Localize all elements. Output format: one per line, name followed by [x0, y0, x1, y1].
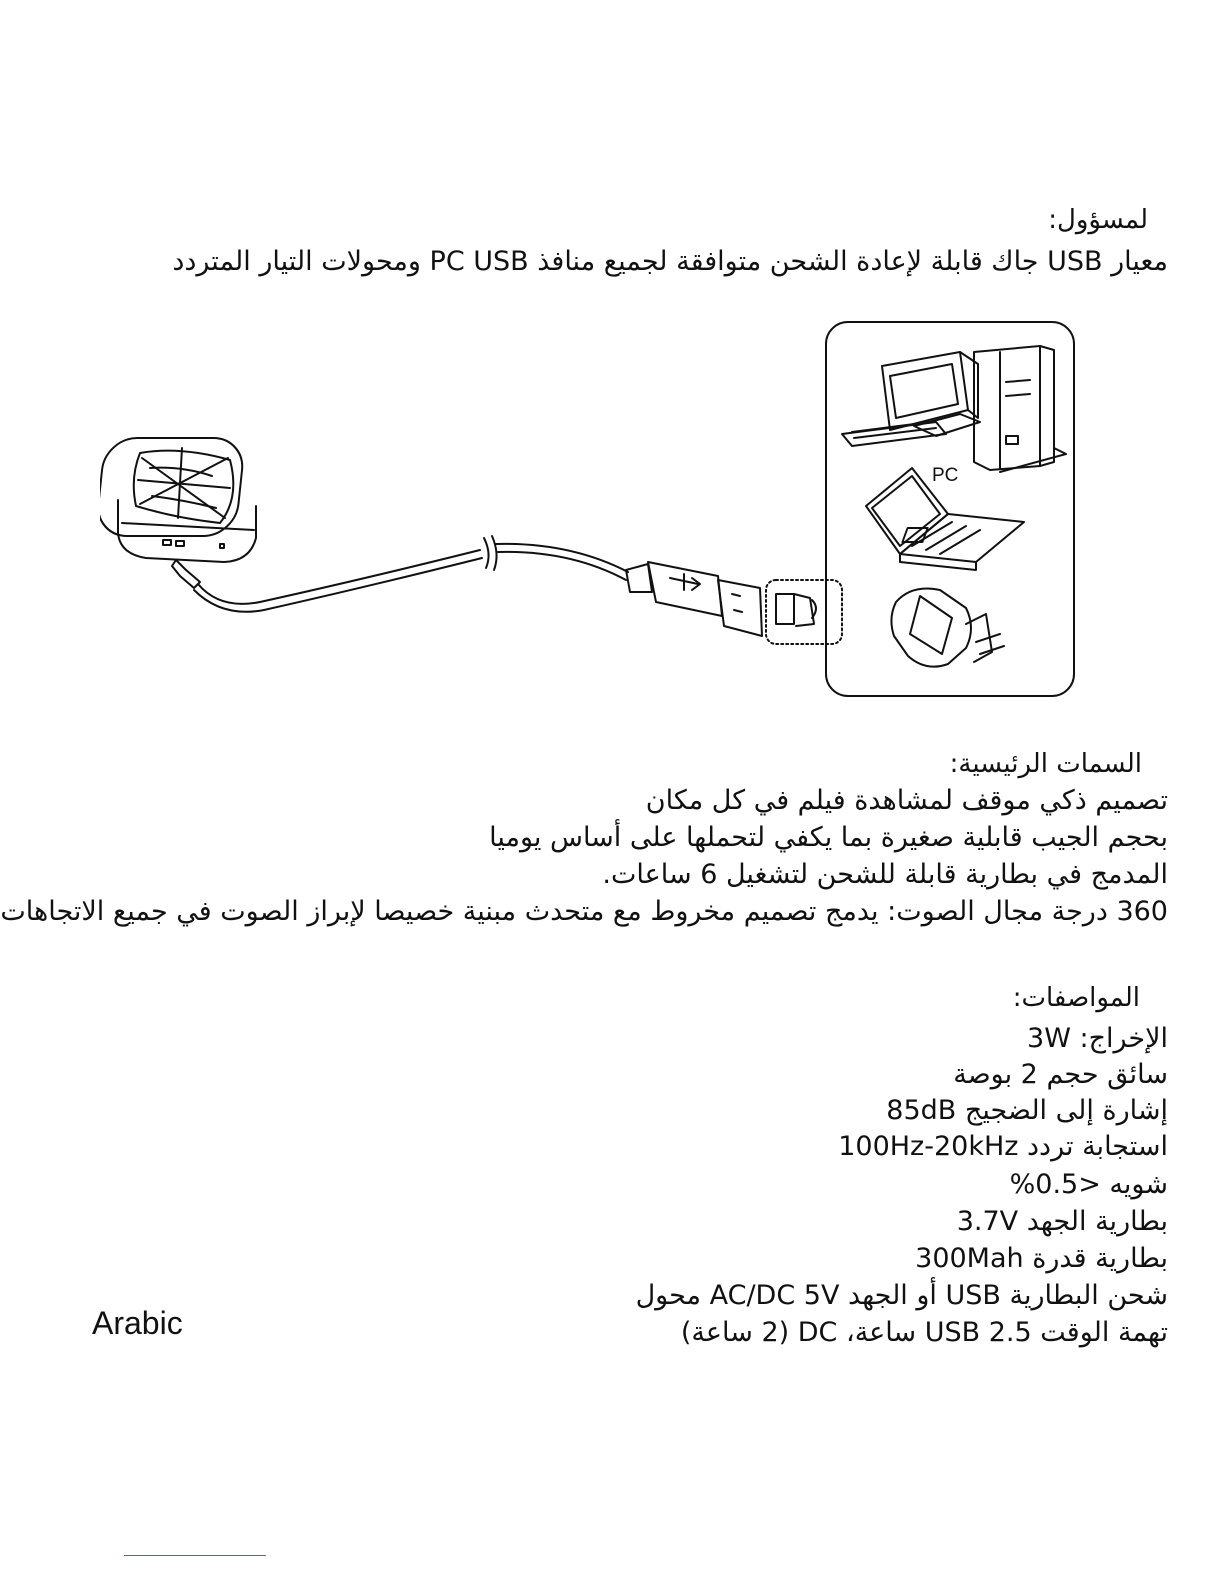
device-panel	[826, 322, 1074, 696]
speaker-device	[100, 438, 256, 562]
language-label: Arabic	[92, 1305, 183, 1341]
footer-divider	[124, 1555, 266, 1556]
spec-item: سائق حجم 2 بوصة	[953, 1059, 1168, 1090]
spec-item: الإخراج: 3W	[1027, 1023, 1168, 1054]
features-heading: السمات الرئيسية:	[949, 749, 1142, 779]
usb-connection-diagram	[100, 318, 1090, 703]
feature-item: تصميم ذكي موقف لمشاهدة فيلم في كل مكان	[645, 785, 1168, 816]
feature-item: بحجم الجيب قابلية صغيرة بما يكفي لتحملها على أساس يوميا	[489, 822, 1168, 853]
spec-item: إشارة إلى الضجيج 85dB	[886, 1095, 1168, 1126]
wall-charger-icon	[891, 589, 1004, 667]
specs-heading: المواصفات:	[1012, 983, 1140, 1013]
feature-item: المدمج في بطارية قابلة للشحن لتشغيل 6 ساعات.	[602, 859, 1168, 890]
spec-item: بطارية الجهد 3.7V	[956, 1206, 1168, 1237]
feature-item: 360 درجة مجال الصوت: يدمج تصميم مخروط مع متحدث مبنية خصيصا لإبراز الصوت في جميع الاتجاهات	[0, 896, 1168, 927]
usb-cable	[172, 536, 628, 612]
pc-label: PC	[932, 465, 959, 486]
usb-plug-icon	[626, 562, 762, 636]
desktop-pc-icon	[842, 346, 1066, 472]
spec-item: شحن البطارية USB أو الجهد AC/DC 5V محول	[635, 1280, 1168, 1311]
usb-compatibility-line: معيار USB جاك قابلة لإعادة الشحن متوافقة لجميع منافذ PC USB ومحولات التيار المتردد	[172, 246, 1168, 277]
spec-item: بطارية قدرة 300Mah	[915, 1243, 1168, 1274]
spec-item: استجابة تردد 100Hz-20kHz	[838, 1131, 1168, 1162]
usb-port-icon	[766, 580, 842, 644]
responsible-heading: لمسؤول:	[1048, 205, 1148, 235]
spec-item: شويه <0.5%	[1009, 1169, 1168, 1200]
spec-item: تهمة الوقت USB 2.5 ساعة، DC (2 ساعة)	[680, 1317, 1168, 1348]
